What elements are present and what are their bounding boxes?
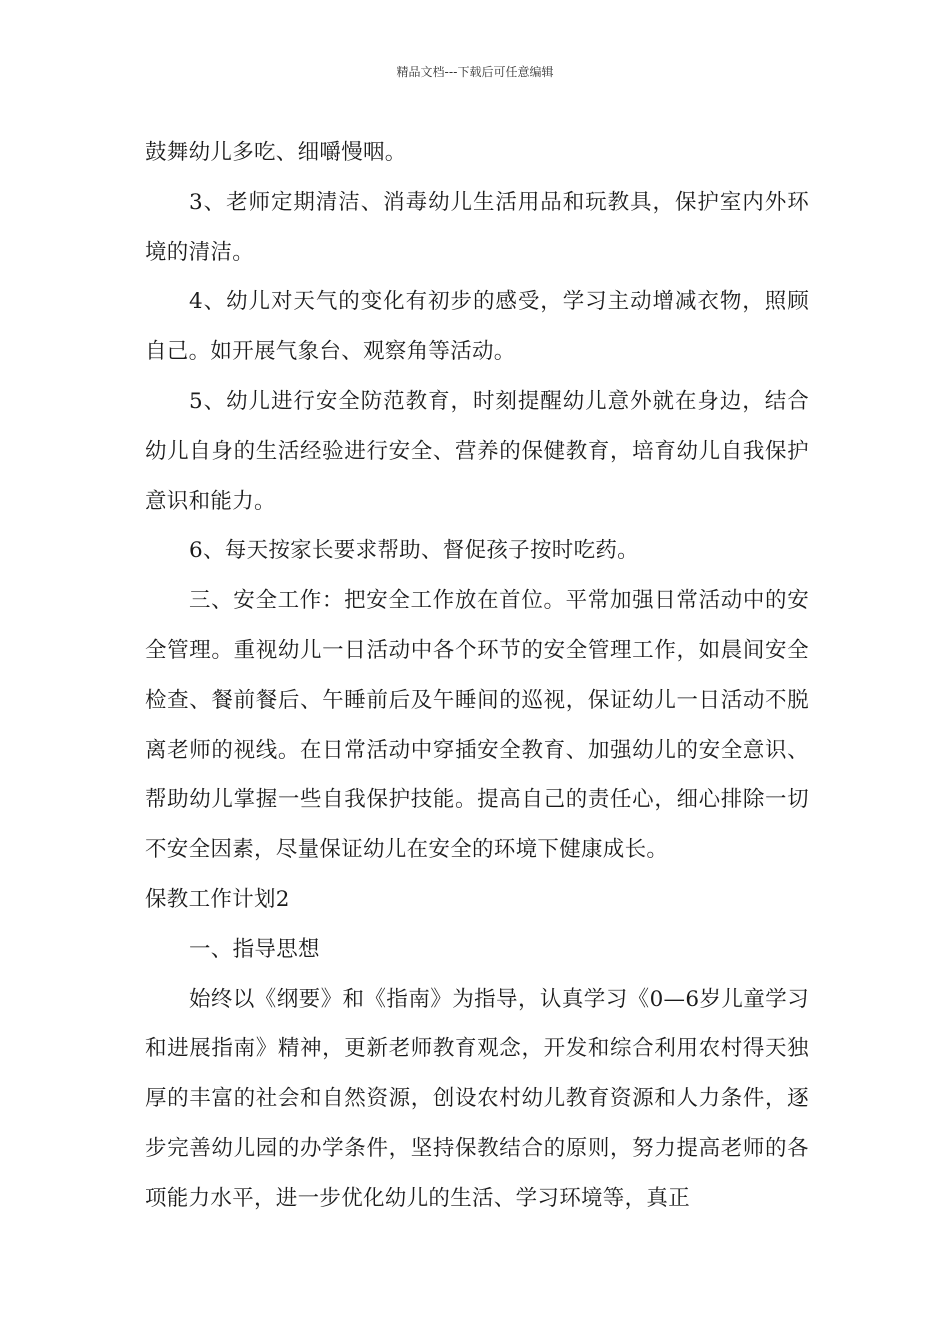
paragraph-5: 6、每天按家长要求帮助、督促孩子按时吃药。: [189, 538, 639, 564]
paragraph-6: 三、安全工作：把安全工作放在首位。平常加强日常活动中的安全管理。重视幼儿一日活动中各个环节的安全管理工作，如晨间安全检查、餐前餐后、午睡前后及午睡间的巡视，保证幼儿一日活动不脱离老师的视线。在日常活动中穿插安全教育、加强幼儿的安全意识、帮助幼儿掌握一些自我保护技能。提高自己的责任心，细心排除一切不安全因素，尽量保证幼儿在安全的环境下健康成长。: [145, 588, 809, 863]
paragraph-4: 5、幼儿进行安全防范教育，时刻提醒幼儿意外就在身边，结合幼儿自身的生活经验进行安全、营养的保健教育，培育幼儿自我保护意识和能力。: [145, 388, 809, 514]
paragraph-3: 4、幼儿对天气的变化有初步的感受，学习主动增减衣物，照顾自己。如开展气象台、观察角等活动。: [145, 289, 809, 365]
document-body: [145, 128, 809, 1224]
paragraph-7: 始终以《纲要》和《指南》为指导，认真学习《0—6岁儿童学习和进展指南》精神，更新老师教育观念，开发和综合利用农村得天独厚的丰富的社会和自然资源，创设农村幼儿教育资源和人力条件，逐步完善幼儿园的办学条件，坚持保教结合的原则，努力提高老师的各项能力水平，进一步优化幼儿的生活、学习环境等，真正: [145, 986, 809, 1211]
paragraph-1: 鼓舞幼儿多吃、细嚼慢咽。: [145, 140, 407, 165]
page-header: 精品文档---下载后可任意编辑: [396, 65, 554, 79]
section-heading: 保教工作计划2: [145, 886, 290, 912]
paragraph-2: 3、老师定期清洁、消毒幼儿生活用品和玩教具，保护室内外环境的清洁。: [145, 189, 809, 265]
subsection-heading: 一、指导思想: [189, 936, 320, 962]
